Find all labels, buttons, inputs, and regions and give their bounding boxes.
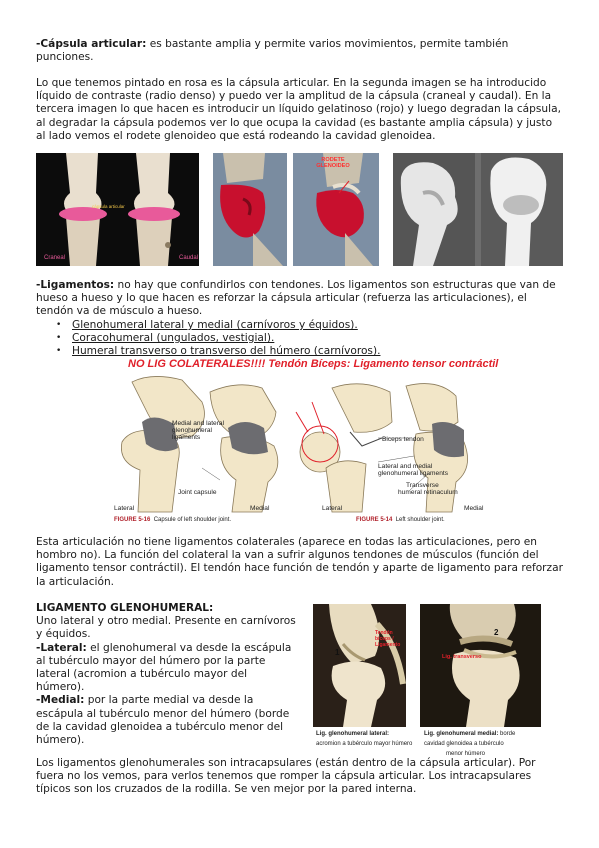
label-rodete: RODETE GLENOIDEO xyxy=(316,157,350,170)
caption-text: borde xyxy=(498,731,516,737)
glenohumeral-intro: Uno lateral y otro medial. Presente en carnívoros y équidos. xyxy=(36,615,296,641)
caption-text: Capsule of left shoulder joint. xyxy=(153,517,232,523)
figure-title: NO LIG COLATERALES!!!! Tendón Bíceps: Ligamento tensor contráctil xyxy=(128,358,499,370)
lateral-heading: -Lateral: xyxy=(36,641,87,654)
ligamentos-text: no hay que confundirlos con tendones. Los ligamentos son estructuras que van de hueso a hueso y lo que hacen es reforzar la cápsula articular (refuerza las articulaciones), el tendón va de músculo a hueso. xyxy=(36,279,556,318)
figure-number: FIGURE 5-14 xyxy=(356,517,393,523)
medial-ligament-photo xyxy=(420,604,541,727)
lateral-ligament-photo xyxy=(313,604,406,727)
figure-caption-right xyxy=(356,517,445,523)
label-lateral-right: Lateral xyxy=(322,505,343,512)
label-retinaculum: humeral retinaculum xyxy=(398,489,458,496)
label-red-left: Tendón bíceps / Ligamento xyxy=(375,630,401,648)
label-lateral-left: Lateral xyxy=(114,505,135,512)
label-medial-left: Medial xyxy=(250,505,270,512)
label-craneal: Craneal xyxy=(44,255,66,261)
capsula-text: es bastante amplia y permite varios movimientos, permite también punciones. xyxy=(36,38,509,64)
latex-cast-photo-2 xyxy=(293,153,379,266)
capsula-paragraph xyxy=(36,38,564,64)
shoulder-joint-illustration xyxy=(92,372,500,528)
bullet-text: Humeral transverso o transverso del húmero (carnívoros). xyxy=(72,345,381,357)
bullet-dot: • xyxy=(56,346,62,356)
bullet-dot: • xyxy=(56,333,62,343)
figure-number: FIGURE 5-16 xyxy=(114,517,151,523)
caption-title: Lig. glenohumeral lateral: xyxy=(316,731,390,737)
label-glenohumeral: glenohumeral xyxy=(172,427,212,434)
capsula-heading: -Cápsula articular: xyxy=(36,38,147,50)
label-lateral-and-medial: Lateral and medial xyxy=(378,463,433,470)
label-caudal: Caudal xyxy=(179,255,199,261)
glenohumeral-section xyxy=(36,602,298,747)
label-number-2: 2 xyxy=(494,628,499,637)
medial-text: por la parte medial va desde la escápula al tubérculo menor del húmero (borde de la cavidad glenoidea a tubérculo menor del húmero). xyxy=(36,694,290,747)
bullet-text: Glenohumeral lateral y medial (carnívoros y équidos). xyxy=(72,319,358,331)
articulacion-paragraph: Esta articulación no tiene ligamentos colaterales (aparece en todas las articulaciones, pero en hombro no). La función del colateral la van a sufrir algunos tendones de músculos (función del ligamento tensor contráctil). El tendón hace función de tendón y aparte de ligamento para reforzar la articulación. xyxy=(36,536,563,588)
ligamentos-heading: -Ligamentos: xyxy=(36,279,115,291)
figure-caption-lateral xyxy=(316,731,389,737)
label-medial-right: Medial xyxy=(464,505,484,512)
ligamentos-paragraph xyxy=(36,279,564,319)
medial-heading: -Medial: xyxy=(36,694,85,707)
label-glenohumeral-ligaments: glenohumeral ligaments xyxy=(378,470,449,477)
label-capsula: cápsula articular xyxy=(92,204,125,209)
caption-text-medial-3: menor húmero xyxy=(446,751,486,757)
label-ligaments: ligaments xyxy=(172,434,201,441)
label-red-right: Lig. transverso xyxy=(442,654,482,660)
medial-paragraph xyxy=(36,694,298,747)
glenohumeral-heading: LIGAMENTO GLENOHUMERAL: xyxy=(36,602,214,614)
bullet-text: Coracohumeral (ungulados, vestigial). xyxy=(72,332,275,344)
caption-text-lateral: acromion a tubérculo mayor húmero xyxy=(316,741,413,747)
label-number-1: 1 xyxy=(335,648,340,657)
label-joint-capsule: Joint capsule xyxy=(178,489,217,496)
final-text: Los ligamentos glenohumerales son intracapsulares (están dentro de la cápsula articular). Por fuera no los vemos, para verlos tenemos que romper la cápsula articular. Los intracapsulares típicos son los cruzados de la rodilla. Se ven mejor por la pared interna. xyxy=(36,757,536,796)
pintado-paragraph: Lo que tenemos pintado en rosa es la cápsula articular. En la segunda imagen se ha introducido líquido de contraste (radio denso) y puedo ver la amplitud de la cápsula (craneal y caudal). En la tercera imagen lo que hacen es introducir un líquido gelatinoso (rojo) y luego degradan la cápsula, al degradar la cápsula podemos ver lo que ocupa la cavidad (es bastante amplia cápsula) y justo al lado vemos el rodete glenoideo que está rodeando la cavidad glenoidea. xyxy=(36,77,561,142)
latex-cast-photo-1 xyxy=(213,153,287,266)
label-biceps-tendon: Biceps tendon xyxy=(382,436,424,443)
caption-text: Left shoulder joint. xyxy=(395,517,445,523)
xray-capsule-photo xyxy=(393,153,563,266)
figure-caption-left xyxy=(114,517,231,523)
caption-text-medial-2: cavidad glenoidea a tubérculo xyxy=(424,741,504,747)
label-transverse: Transverse xyxy=(406,482,439,489)
capsule-photo-pink xyxy=(36,153,199,266)
final-paragraph xyxy=(36,757,564,797)
caption-title: Lig. glenohumeral medial: xyxy=(424,731,499,737)
lateral-text: el glenohumeral va desde la escápula al tubérculo mayor del húmero por la parte lateral (acromion a tubérculo mayor del húmero). xyxy=(36,641,292,694)
figure-caption-medial xyxy=(424,731,515,737)
label-medial-lateral: Medial and lateral xyxy=(172,420,225,427)
lateral-paragraph xyxy=(36,642,298,695)
bullet-dot: • xyxy=(56,320,62,330)
